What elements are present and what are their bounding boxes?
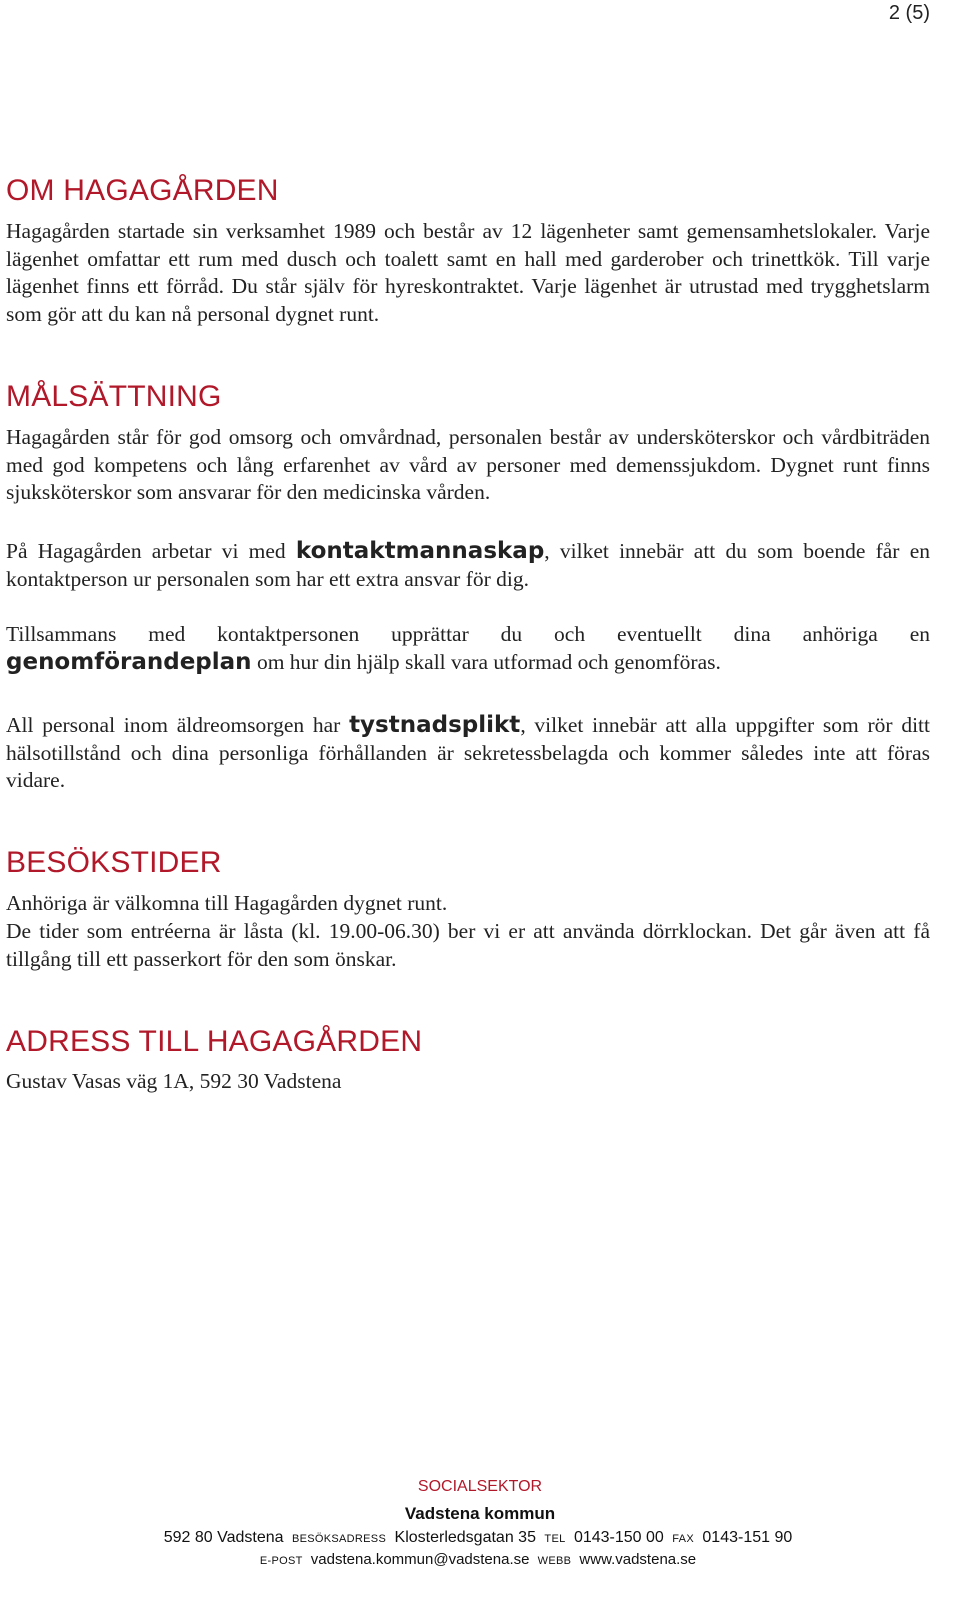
- footer-visit-label: BESÖKSADRESS: [292, 1533, 387, 1545]
- text-run: , vilket innebär att du som boende får en kontaktperson ur personalen som har ett extra ansvar för dig.: [6, 539, 930, 591]
- emphasis-kontaktmannaskap: kontaktmannaskap: [295, 538, 545, 564]
- line-besokstider: Anhöriga är välkomna till Hagagården dygnet runt.: [6, 891, 448, 915]
- footer-web-link[interactable]: www.vadstena.se: [579, 1551, 697, 1568]
- footer-web-line: [0, 1551, 960, 1568]
- footer-email-label: E-POST: [259, 1555, 303, 1567]
- text-run: om hur din hjälp skall vara utformad och genomföras.: [251, 649, 721, 674]
- paragraph-tystnadsplikt: [6, 712, 930, 795]
- footer-tel-label: TEL: [544, 1533, 566, 1545]
- paragraph-besokstider: De tider som entréerna är låsta (kl. 19.00-06.30) ber vi er att använda dörrklockan. Det går även att få tillgång till ett passerkort för den som önskar.: [6, 919, 930, 971]
- paragraph-genomforandeplan: [6, 621, 930, 676]
- text-run: Tillsammans med kontaktpersonen upprättar du och eventuellt dina anhöriga en: [6, 622, 930, 646]
- footer-visit-address: Klosterledsgatan 35: [394, 1529, 536, 1546]
- footer-web-label: WEBB: [537, 1555, 572, 1567]
- footer-fax: 0143-151 90: [702, 1529, 793, 1546]
- footer-tel: 0143-150 00: [573, 1529, 664, 1546]
- footer-postal: 592 80 Vadstena: [163, 1529, 284, 1546]
- heading-besokstider: BESÖKSTIDER: [6, 846, 222, 879]
- footer-organization: Vadstena kommun: [404, 1504, 556, 1523]
- text-run: All personal inom äldreomsorgen har: [6, 713, 350, 737]
- heading-om-hagagarden: OM HAGAGÅRDEN: [6, 174, 279, 207]
- text-run: , vilket innebär att alla uppgifter som rör ditt hälsotillstånd och dina personliga förhållanden är sekretessbelagda och kommer således inte att föras vidare.: [6, 713, 930, 792]
- heading-malsattning: MÅLSÄTTNING: [6, 380, 222, 413]
- paragraph-om-hagagarden: Hagagården startade sin verksamhet 1989 och består av 12 lägenheter samt gemensamhetslokaler. Varje lägenhet omfattar ett rum med dusch och toalett samt en hall med garderober och trinettkök. Till varje lägenhet finns ett förråd. Du står själv för hyreskontraktet. Varje lägenhet är utrustad med trygghetslarm som gör att du kan nå personal dygnet runt.: [6, 219, 930, 326]
- paragraph-malsattning: Hagagården står för god omsorg och omvårdnad, personalen består av undersköterskor och vårdbiträden med god kompetens och lång erfarenhet av vård av personer med demenssjukdom. Dygnet runt finns sjuksköterskor som ansvarar för den medicinska vården.: [6, 425, 930, 504]
- footer-contact-line: [0, 1529, 960, 1547]
- emphasis-genomforandeplan: genomförandeplan: [6, 648, 252, 675]
- footer-department: SOCIALSEKTOR: [417, 1478, 543, 1495]
- address-line: Gustav Vasas väg 1A, 592 30 Vadstena: [6, 1069, 342, 1093]
- footer-email-link[interactable]: vadstena.kommun@vadstena.se: [310, 1551, 530, 1568]
- text-run: På Hagagården arbetar vi med: [6, 539, 296, 563]
- heading-adress: ADRESS TILL HAGAGÅRDEN: [6, 1025, 423, 1058]
- page-number: 2 (5): [888, 2, 930, 24]
- paragraph-kontaktmannaskap: [6, 538, 930, 593]
- footer-fax-label: FAX: [672, 1533, 694, 1545]
- emphasis-tystnadsplikt: tystnadsplikt: [349, 712, 521, 738]
